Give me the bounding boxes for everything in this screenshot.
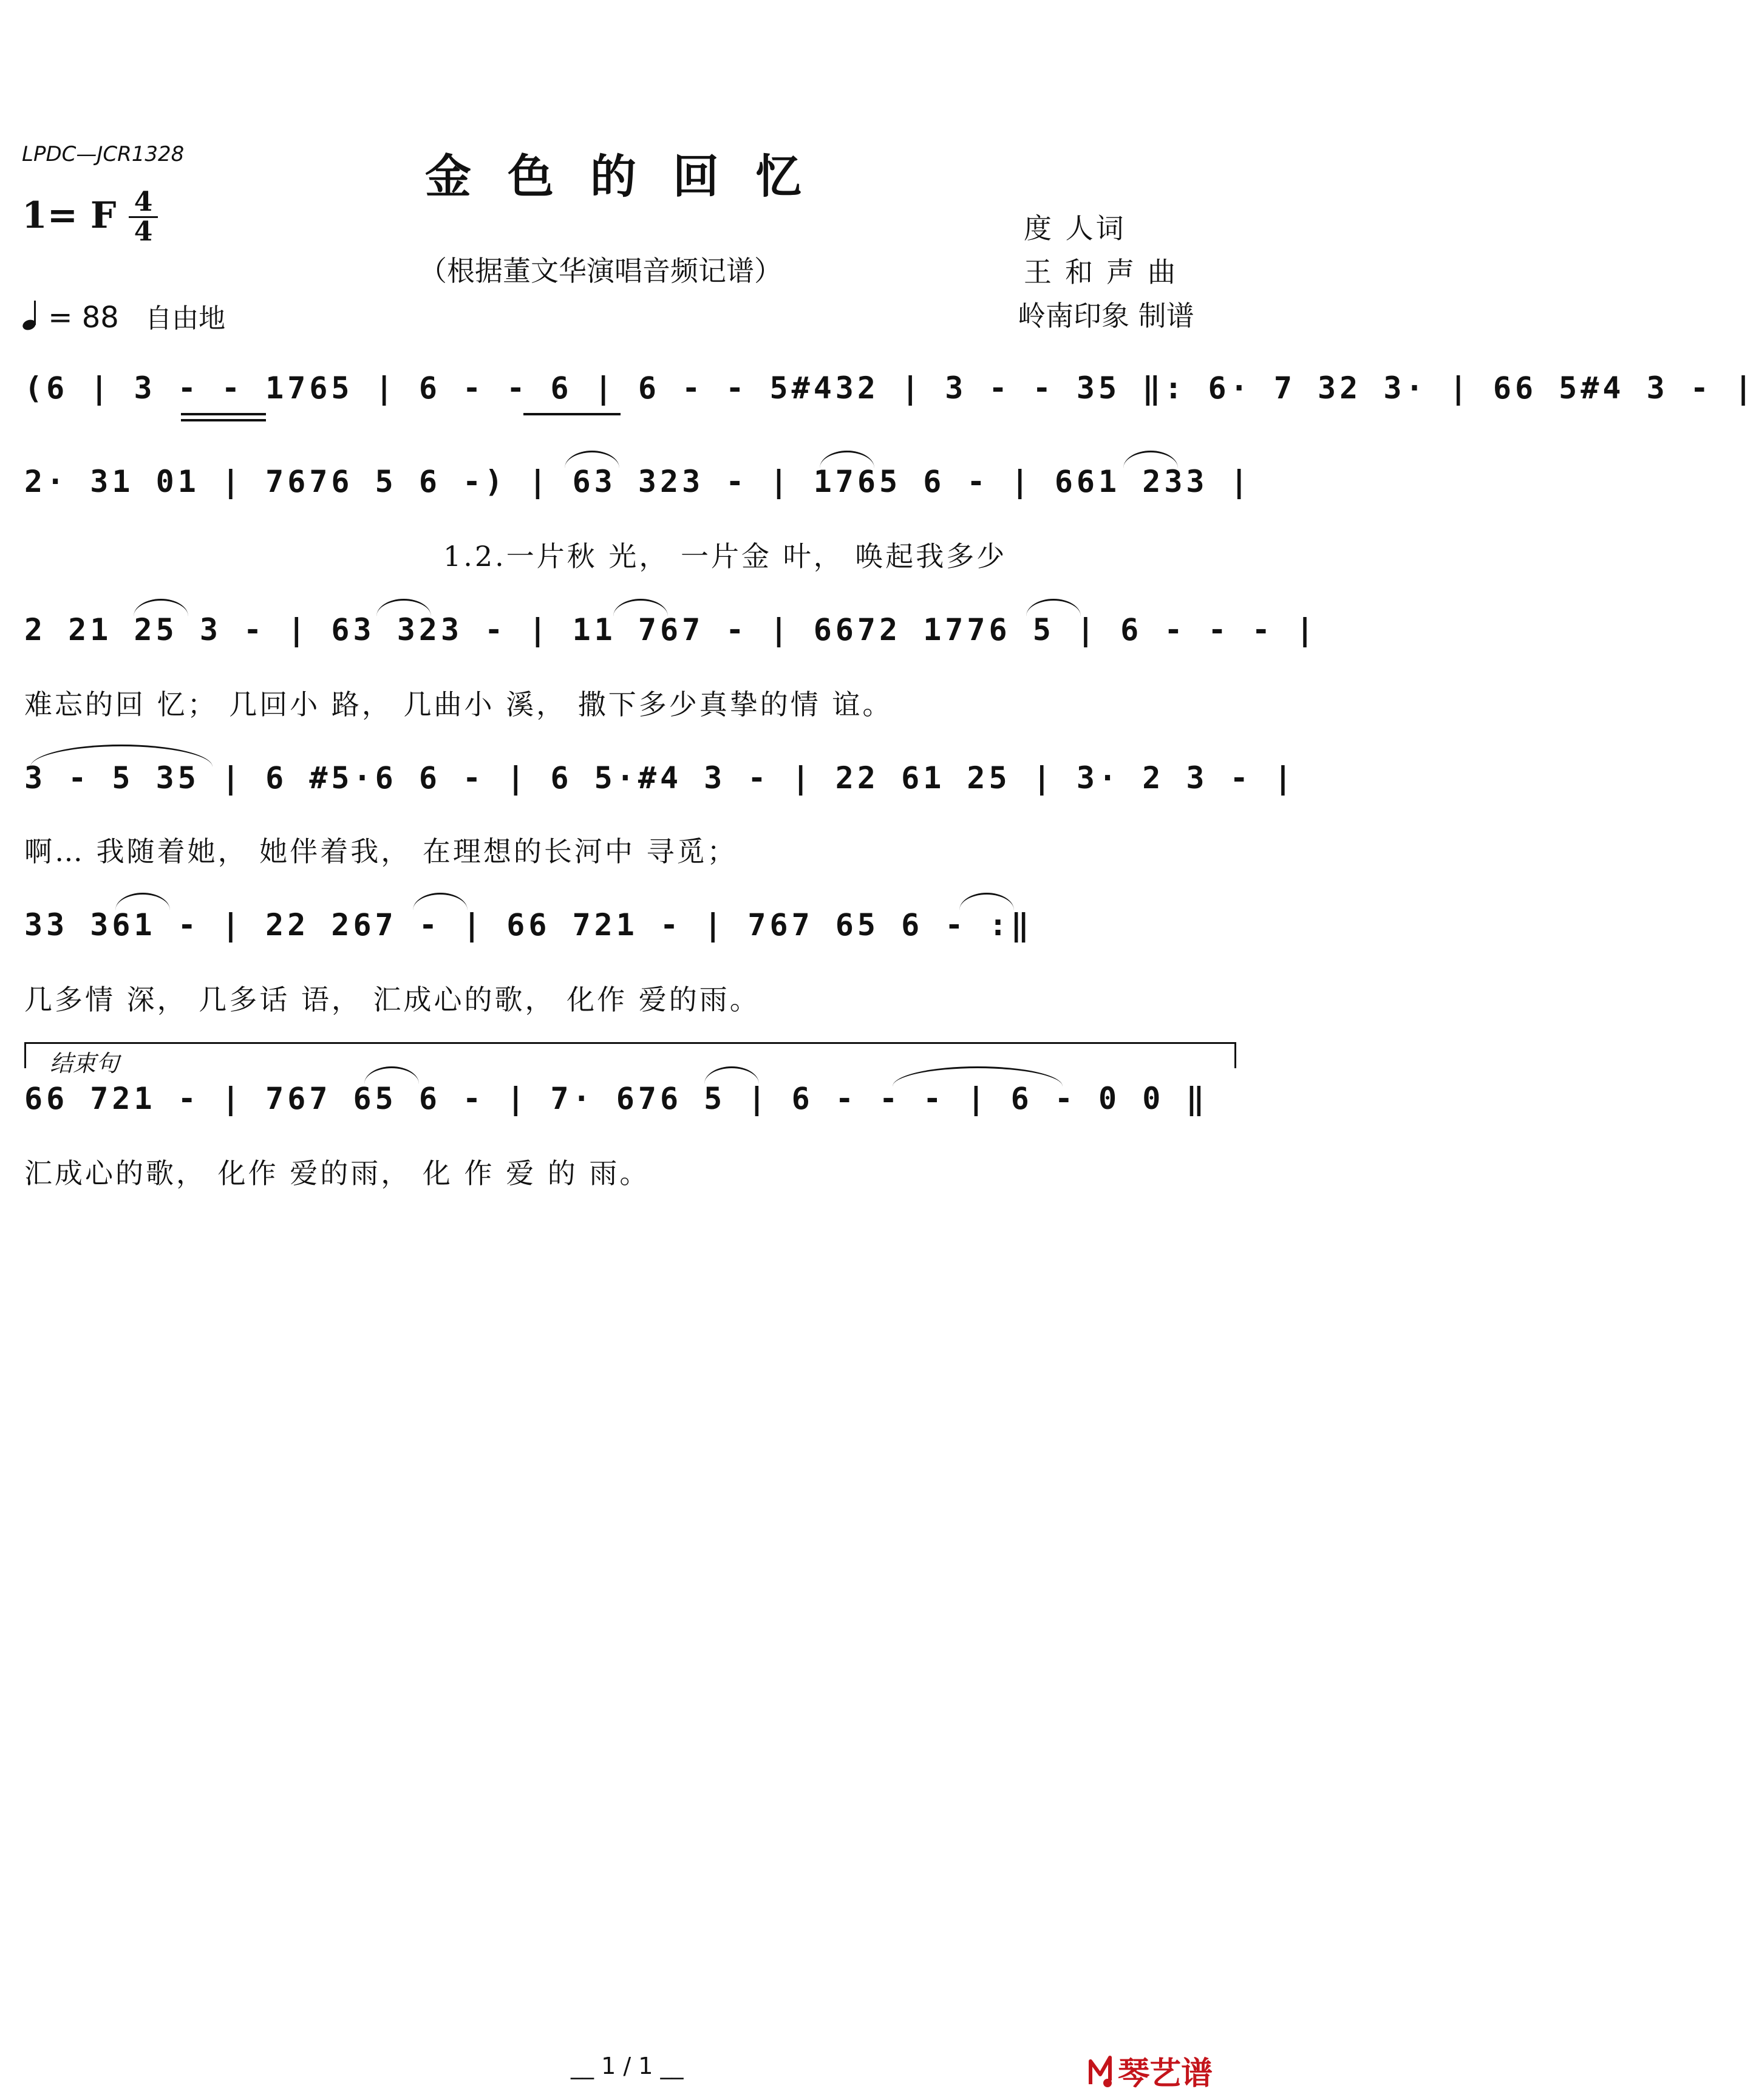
brand-logo <box>1087 2048 1213 2093</box>
lyric-row-4: 啊… 我随着她， 她伴着我， 在理想的长河中 寻觅； <box>24 835 738 868</box>
score-row-5: 33 361 - | 22 267 - | 66 721 - | 767 65 6 - :‖ <box>24 907 1033 943</box>
time-signature-bottom: 4 <box>134 216 153 247</box>
arranger: 岭南印象 制谱 <box>1018 299 1194 332</box>
underline <box>181 419 266 421</box>
tempo-value: = 88 <box>48 301 119 335</box>
brand-name: 琴艺谱 <box>1118 2056 1213 2092</box>
slur <box>134 599 188 616</box>
slur <box>613 599 668 616</box>
underline <box>181 413 266 415</box>
score-row-6: 66 721 - | 767 65 6 - | 7· 676 5 | 6 - - - | 6 - 0 0 ‖ <box>24 1081 1208 1116</box>
underline <box>523 413 621 415</box>
time-signature-top: 4 <box>134 186 153 217</box>
score-row-1: (6 | 3 - - 1765 | 6 - - 6 | 6 - - 5#432 | 3 - - 35 ‖: 6· 7 32 3· | 66 5#4 3 - | <box>24 370 1756 406</box>
slur <box>413 893 468 910</box>
subtitle: （根据董文华演唱音频记谱） <box>419 254 782 287</box>
slur <box>959 893 1014 910</box>
slur <box>115 893 170 910</box>
ending-bracket <box>24 1042 1236 1068</box>
piano-note-icon <box>1087 2054 1115 2090</box>
slur <box>565 451 619 468</box>
lyric-row-6: 汇成心的歌， 化作 爱的雨， 化 作 爱 的 雨。 <box>24 1157 650 1190</box>
slur <box>1026 599 1081 616</box>
score-row-3: 2 21 25 3 - | 63 323 - | 11 767 - | 6672 1776 5 | 6 - - - | <box>24 612 1318 647</box>
score-row-4: 3 - 5 35 | 6 #5·6 6 - | 6 5·#4 3 - | 22 61 25 | 3· 2 3 - | <box>24 760 1296 796</box>
tempo-marking <box>22 296 225 335</box>
time-signature <box>129 186 158 247</box>
score-row-2: 2· 31 01 | 7676 5 6 -) | 63 323 - | 1765 6 - | 661 233 | <box>24 464 1252 499</box>
quarter-note-icon <box>22 299 39 331</box>
slur <box>364 1066 419 1084</box>
catalog-number: LPDC—JCR1328 <box>22 142 185 166</box>
slur <box>1123 451 1178 468</box>
slur <box>820 451 874 468</box>
page-number: __ 1 / 1 __ <box>571 2053 684 2079</box>
key-signature: 1= F <box>22 194 117 237</box>
song-title: 金色的回忆 <box>425 149 838 203</box>
slur <box>704 1066 759 1084</box>
lyric-row-5: 几多情 深， 几多话 语， 汇成心的歌， 化作 爱的雨。 <box>24 983 760 1016</box>
tie <box>893 1066 1063 1086</box>
slur <box>376 599 431 616</box>
lyric-row-2: 1.2.一片秋 光， 一片金 叶， 唤起我多少 <box>443 540 1007 573</box>
lyricist: 度 人词 <box>1024 212 1126 245</box>
composer: 王和声曲 <box>1024 256 1189 288</box>
slur <box>30 745 213 767</box>
lyric-row-3: 难忘的回 忆； 几回小 路， 几曲小 溪， 撒下多少真挚的情 谊。 <box>24 688 893 721</box>
ending-label: 结束句 <box>50 1050 120 1077</box>
tempo-expression: 自由地 <box>145 303 226 334</box>
